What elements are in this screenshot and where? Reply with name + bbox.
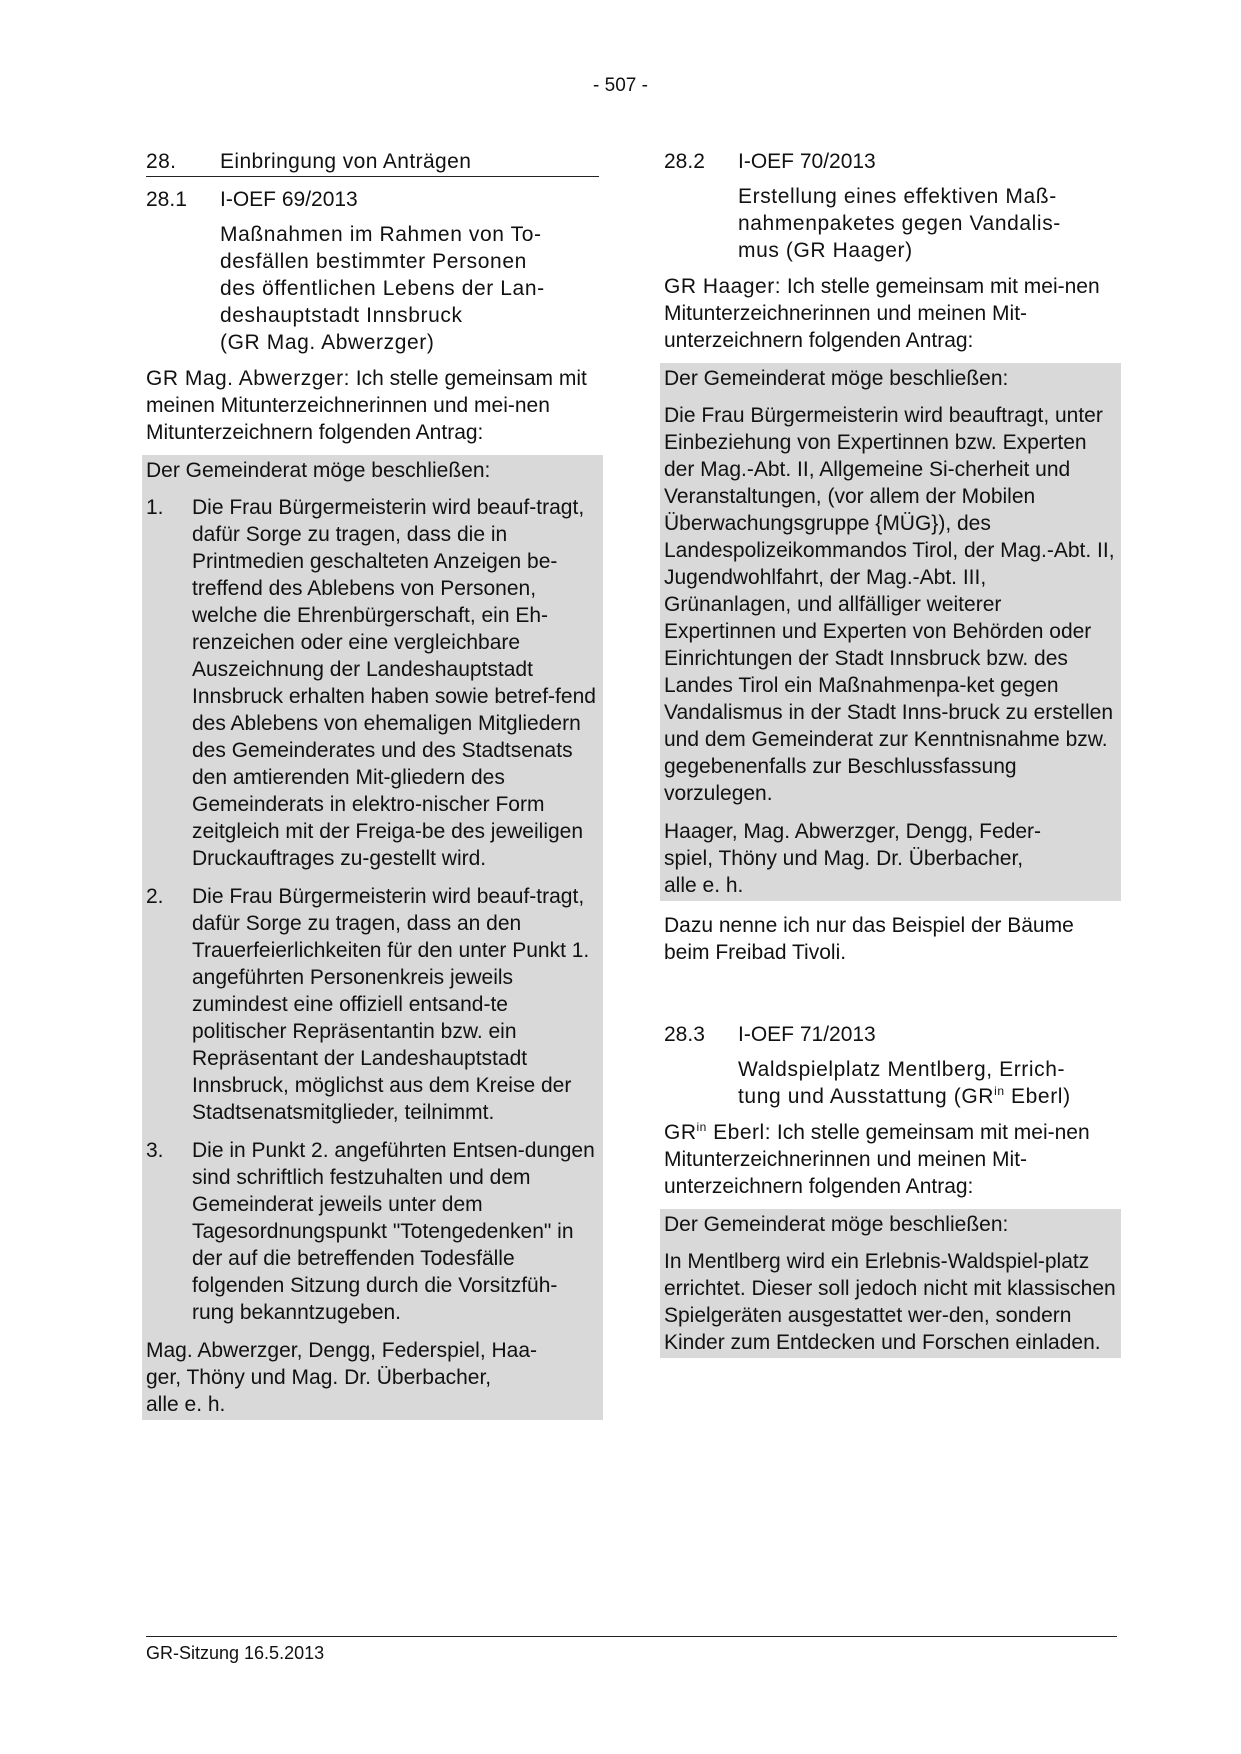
right-column xyxy=(664,148,1117,1358)
speaker-text: Eberl: xyxy=(706,1121,772,1144)
motion-box xyxy=(660,1209,1121,1358)
item-heading-28-1 xyxy=(146,186,599,213)
item-code: I-OEF 71/2013 xyxy=(738,1023,876,1046)
item-title-line: desfällen bestimmter Personen xyxy=(220,250,527,273)
motion-intro xyxy=(664,1119,1117,1200)
intro-text: Ich stelle gemeinsam mit mei-nen Mitunterzeichnerinnen und meinen Mit-unterzeichnern folgenden Antrag: xyxy=(664,275,1100,352)
list-item-number: 2. xyxy=(146,885,164,908)
motion-box xyxy=(660,363,1121,901)
signatories-line: alle e. h. xyxy=(146,1393,226,1416)
motion-intro xyxy=(664,273,1117,354)
resolve-line: Der Gemeinderat möge beschließen: xyxy=(664,1213,1009,1236)
item-title-line: nahmenpaketes gegen Vandalis- xyxy=(738,212,1061,235)
item-title-line: Erstellung eines effektiven Maß- xyxy=(738,185,1057,208)
list-item-number: 3. xyxy=(146,1139,164,1162)
list-item xyxy=(146,1137,599,1326)
item-title-line: deshauptstadt Innsbruck xyxy=(220,304,463,327)
item-code: I-OEF 70/2013 xyxy=(738,150,876,173)
resolve-line: Der Gemeinderat möge beschließen: xyxy=(664,367,1009,390)
list-item-text: Die Frau Bürgermeisterin wird beauf-tragt, dafür Sorge zu tragen, dass die in Printmedien geschalteten Anzeigen be-treffend des Ablebens von Personen, welche die Ehrenbürgerschaft, ein Eh-renzeichen oder eine vergleichbare Auszeichnung der Landeshauptstadt Innsbruck erhalten haben sowie betref-fend des Ablebens von ehemaligen Mitgliedern des Gemeinderates und des Stadtsenats den amtierenden Mit-gliedern des Gemeinderats in elektro-nischer Form zeitgleich mit der Freiga-be des jeweiligen Druckauftrages zu-gestellt wird. xyxy=(192,496,596,870)
intro-text: Ich stelle gemeinsam mit mei-nen Mitunterzeichnerinnen und meinen Mit-unterzeichnern folgenden Antrag: xyxy=(664,1121,1090,1198)
signatories-line: alle e. h. xyxy=(664,874,744,897)
signatories xyxy=(146,1337,599,1418)
list-item-text: Die in Punkt 2. angeführten Entsen-dungen sind schriftlich festzuhalten und dem Gemeinderat jeweils unter dem Tagesordnungspunkt "Totengedenken" in der auf die betreffenden Todesfälle folgenden Sitzung durch die Vorsitzfüh-rung bekanntzugeben. xyxy=(192,1139,595,1324)
item-number: 28.1 xyxy=(146,188,187,211)
item-title-line: (GR Mag. Abwerzger) xyxy=(220,331,435,354)
item-number: 28.3 xyxy=(664,1023,705,1046)
list-item-text: Die Frau Bürgermeisterin wird beauf-tragt, dafür Sorge zu tragen, dass an den Trauerfeierlichkeiten für den unter Punkt 1. angeführten Personenkreis jeweils zumindest eine offiziell entsand-te politischer Repräsentantin bzw. ein Repräsentant der Landeshauptstadt Innsbruck, möglichst aus dem Kreise der Stadtsenatsmitglieder, teilnimmt. xyxy=(192,885,590,1124)
title-text: Eberl) xyxy=(1004,1085,1071,1108)
item-code: I-OEF 69/2013 xyxy=(220,188,358,211)
remark: Dazu nenne ich nur das Beispiel der Bäume beim Freibad Tivoli. xyxy=(664,914,1074,964)
intro-text: Ich stelle gemeinsam mit meinen Mitunterzeichnerinnen und mei-nen Mitunterzeichnern folgenden Antrag: xyxy=(146,367,587,444)
section-number: 28. xyxy=(146,150,177,173)
speaker xyxy=(664,1121,771,1144)
motion-body: Die Frau Bürgermeisterin wird beauftragt, unter Einbeziehung von Expertinnen bzw. Experten der Mag.-Abt. II, Allgemeine Si-cherheit und Veranstaltungen, (vor allem der Mobilen Überwachungsgruppe {MÜG}), des Landespolizeikommandos Tirol, der Mag.-Abt. II, Jugendwohlfahrt, der Mag.-Abt. III, Grünanlagen, und allfälliger weiterer Expertinnen und Experten von Behörden oder Einrichtungen der Stadt Innsbruck bzw. des Landes Tirol ein Maßnahmenpa-ket gegen Vandalismus in der Stadt Inns-bruck zu erstellen und dem Gemeinderat zur Kenntnisnahme bzw. gegebenenfalls zur Beschlussfassung vorzulegen. xyxy=(664,404,1115,805)
title-superscript: in xyxy=(994,1084,1005,1098)
title-text: tung und Ausstattung (GR xyxy=(738,1085,995,1108)
item-title xyxy=(738,183,1117,264)
speaker-superscript: in xyxy=(696,1120,707,1134)
item-title-line: Maßnahmen im Rahmen von To- xyxy=(220,223,542,246)
motion-box xyxy=(142,455,603,1420)
item-title xyxy=(738,1056,1117,1110)
item-title-line: des öffentlichen Lebens der Lan- xyxy=(220,277,545,300)
item-title-line: mus (GR Haager) xyxy=(738,239,913,262)
motion-intro xyxy=(146,365,599,446)
resolve-line: Der Gemeinderat möge beschließen: xyxy=(146,459,491,482)
item-heading-28-2 xyxy=(664,148,1117,175)
motion-body: In Mentlberg wird ein Erlebnis-Waldspiel-platz errichtet. Dieser soll jedoch nicht mit klassischen Spielgeräten ausgestattet wer-den, sondern Kinder zum Entdecken und Forschen einladen. xyxy=(664,1250,1116,1354)
list-item xyxy=(146,883,599,1126)
item-title-line xyxy=(738,1083,1117,1110)
list-item-number: 1. xyxy=(146,496,164,519)
item-number: 28.2 xyxy=(664,150,705,173)
item-title-line: Waldspielplatz Mentlberg, Errich- xyxy=(738,1058,1066,1081)
speaker: GR Mag. Abwerzger: xyxy=(146,367,350,390)
list-item xyxy=(146,494,599,872)
speaker-text: GR xyxy=(664,1121,697,1144)
left-column xyxy=(146,148,599,1420)
page-number: - 507 - xyxy=(593,75,648,96)
signatories-line: Haager, Mag. Abwerzger, Dengg, Feder- xyxy=(664,820,1042,843)
section-title: Einbringung von Anträgen xyxy=(220,150,472,173)
signatories-line: Mag. Abwerzger, Dengg, Federspiel, Haa- xyxy=(146,1339,538,1362)
item-heading-28-3 xyxy=(664,1021,1117,1048)
signatories-line: spiel, Thöny und Mag. Dr. Überbacher, xyxy=(664,847,1024,870)
section-heading xyxy=(146,148,599,177)
item-title xyxy=(220,221,599,356)
signatories xyxy=(664,818,1117,899)
speaker: GR Haager: xyxy=(664,275,782,298)
signatories-line: ger, Thöny und Mag. Dr. Überbacher, xyxy=(146,1366,492,1389)
footer: GR-Sitzung 16.5.2013 xyxy=(146,1636,1117,1667)
